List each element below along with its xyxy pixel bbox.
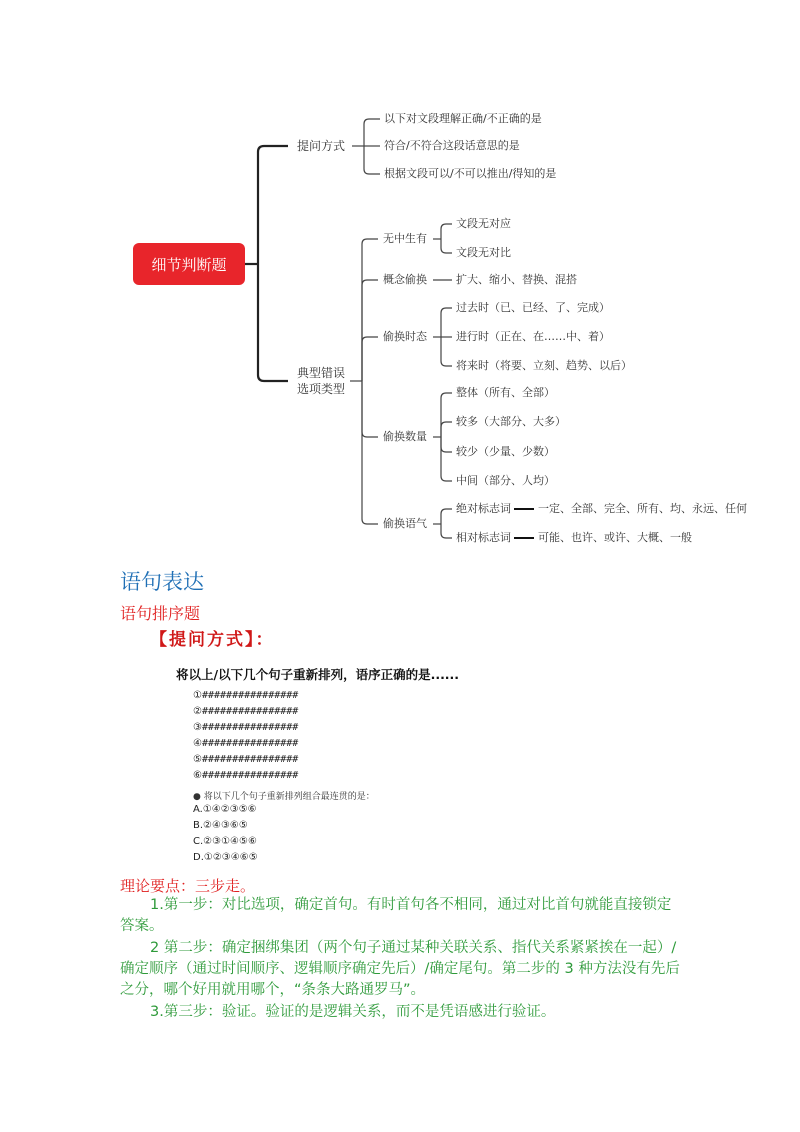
mindmap-leaf: 文段无对比 [456,246,511,259]
question-line: ①################ [193,690,299,701]
mindmap-node-errors-line2: 选项类型 [297,382,346,396]
question-option: A.①④②③⑤⑥ [193,804,257,815]
question-option: B.②④③⑥⑤ [193,820,248,831]
mindmap-leaf: 扩大、缩小、替换、混搭 [456,273,577,286]
mindmap-leaf: 文段无对应 [456,217,511,230]
question-line: ④################ [193,738,299,749]
mindmap-leaf: 根据文段可以/不可以推出/得知的是 [384,167,557,180]
question-line: ⑥################ [193,770,299,781]
mindmap-leaf: 一定、全部、完全、所有、均、永远、任何 [538,502,747,515]
mindmap-root [133,243,245,285]
mindmap-leaf: 将来时（将要、立刻、趋势、以后） [456,359,632,372]
question-option: C.②③①④⑤⑥ [193,836,257,847]
question-note: ● 将以下几个句子重新排列组合最连贯的是： [193,792,375,802]
question-line: ②################ [193,706,299,717]
mindmap-leaf: 较多（大部分、大多） [456,415,566,428]
step-paragraph: 2 第二步：确定捆绑集团（两个句子通过某种关联关系、指代关系紧紧挨在一起）/确定顺序（通过时间顺序、逻辑顺序确定先后）/确定尾句。第二步的 3 种方法没有先后之分，哪个好用就用哪个，“条条大路通罗马”。 [120,940,680,998]
theory-heading: 理论要点：三步走。 [120,877,256,895]
mindmap-leaf: 以下对文段理解正确/不正确的是 [384,112,542,125]
mindmap-leaf: 相对标志词 [456,531,511,544]
step-paragraph: 1.第一步：对比选项，确定首句。有时首句各不相同，通过对比首句就能直接锁定答案。 [120,897,672,934]
mindmap-node-shitai: 偷换时态 [383,330,427,343]
mindmap-node-yuqi: 偷换语气 [383,517,427,530]
mindmap-root-label: 细节判断题 [151,255,227,274]
mindmap-leaf: 进行时（正在、在……中、着） [456,330,610,343]
step-paragraph: 3.第三步：验证。验证的是逻辑关系，而不是凭语感进行验证。 [150,1004,556,1020]
bracket-heading: 【提问方式】： [150,630,275,650]
question-title: 将以上/以下几个句子重新排列，语序正确的是...... [176,667,460,682]
section-title: 语句表达 [120,570,204,594]
mindmap-leaf: 较少（少量、少数） [456,445,555,458]
mindmap-node-wuzhong: 无中生有 [383,232,427,245]
mindmap-leaf: 绝对标志词 [456,502,511,515]
subsection-title: 语句排序题 [120,604,201,623]
mindmap-leaf: 符合/不符合这段话意思的是 [384,139,520,152]
question-option: D.①②③④⑥⑤ [193,852,258,863]
mindmap-leaf: 可能、也许、或许、大概、一般 [538,531,692,544]
mindmap-leaf: 整体（所有、全部） [456,386,555,399]
mindmap-node-gainian: 概念偷换 [383,273,427,286]
question-line: ③################ [193,722,299,733]
mindmap-leaf: 中间（部分、人均） [456,474,555,487]
question-line: ⑤################ [193,754,299,765]
mindmap-node-ask: 提问方式 [297,139,346,153]
mindmap-leaf: 过去时（已、已经、了、完成） [456,301,610,314]
mindmap-node-shuliang: 偷换数量 [383,430,427,443]
mindmap-node-errors-line1: 典型错误 [297,366,346,380]
